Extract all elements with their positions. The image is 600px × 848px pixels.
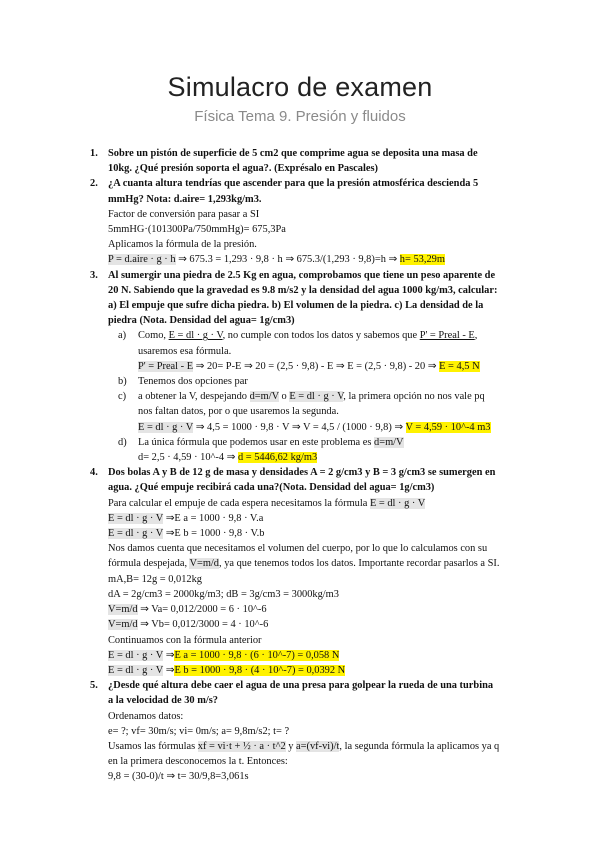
result-highlight: E = 4,5 N — [439, 360, 480, 372]
question-5 — [90, 678, 530, 708]
answer-line: 5mmHG·(101300Pa/750mmHg)= 675,3Pa — [108, 224, 286, 236]
answer-line — [108, 556, 530, 571]
answer-text: ⇒ — [163, 664, 175, 676]
answer-2 — [90, 207, 530, 268]
question-text-line: Sobre un pistón de superficie de 5 cm2 que comprime agua se deposita una masa de — [108, 148, 478, 159]
answer-line: 9,8 = (30-0)/t ⇒ t= 30/9,8=3,061s — [108, 771, 249, 783]
answer-text: ⇒ 4,5 = 1000 · 9,8 · V ⇒ V = 4,5 / (1000 · 9,8) ⇒ — [193, 421, 406, 433]
answer-text: o — [278, 391, 290, 403]
question-3 — [90, 268, 530, 329]
question-1 — [90, 146, 530, 176]
answer-3b — [90, 374, 530, 389]
page-title: Simulacro de examen — [167, 72, 433, 102]
answer-text: ⇒ 675.3 = 1,293 · 9,8 · h ⇒ 675.3/(1,293 · 9,8)=h ⇒ — [175, 254, 400, 266]
answer-line — [108, 663, 530, 678]
answer-4 — [90, 496, 530, 678]
answer-text: ⇒E a = 1000 · 9,8 · V.a — [163, 512, 264, 524]
answer-text: ⇒ — [163, 649, 175, 661]
answer-text: ⇒ Va= 0,012/2000 = 6 · 10^-6 — [137, 604, 267, 616]
answer-text: , la primera opción no nos vale pq — [343, 391, 485, 403]
answer-line: en la primera desconocemos la t. Entonces: — [108, 756, 288, 768]
question-text-line: Dos bolas A y B de 12 g de masa y densidades A = 2 g/cm3 y B = 3 g/cm3 se sumergen en — [108, 467, 496, 479]
formula-underline: E = dl · g · V — [168, 330, 223, 342]
question-text-line: 20 N. Sabiendo que la gravedad es 9.8 m/s2 y la densidad del agua 1000 kg/m3, calcular: — [108, 284, 498, 296]
formula-highlight: V=m/d — [108, 604, 138, 616]
answer-text: d= 2,5 · 4,59 · 10^-4 ⇒ — [138, 452, 238, 464]
sub-item-label: c) — [118, 391, 127, 403]
formula-underline: P' = Preal - E — [419, 330, 475, 342]
answer-line: mA,B= 12g = 0,012kg — [108, 573, 202, 585]
formula-highlight: d=m/V — [374, 436, 404, 448]
result-highlight: h= 53,29m — [399, 254, 445, 266]
formula-highlight: E = dl · g · V — [108, 664, 164, 676]
question-2 — [90, 176, 530, 206]
page-subtitle: Física Tema 9. Presión y fluidos — [194, 108, 406, 125]
answer-line — [138, 389, 530, 404]
answer-line: dA = 2g/cm3 = 2000kg/m3; dB = 3g/cm3 = 3000kg/m3 — [108, 588, 339, 600]
question-number: 3. — [90, 269, 98, 281]
question-text-line: agua. ¿Qué empuje recibirá cada una?(Nota. Densidad del agua= 1g/cm3) — [108, 482, 435, 494]
answer-text: ⇒E b = 1000 · 9,8 · V.b — [163, 528, 265, 540]
formula-highlight: V=m/d — [189, 558, 219, 570]
answer-text: ⇒ Vb= 0,012/3000 = 4 · 10^-6 — [137, 619, 269, 631]
answer-line: Continuamos con la fórmula anterior — [108, 634, 262, 646]
answer-3a — [90, 328, 530, 374]
sub-item-label: a) — [118, 330, 127, 342]
formula-highlight: xf = vi·t + ½ · a · t^2 — [197, 740, 286, 752]
answer-line — [108, 602, 530, 617]
question-text-line: ¿A cuanta altura tendrías que ascender para que la presión atmosférica descienda 5 — [108, 178, 479, 190]
question-text-line: ¿Desde qué altura debe caer el agua de una presa para golpear la rueda de una turbina — [108, 680, 494, 692]
question-text-line: a la velocidad de 30 m/s? — [108, 695, 218, 707]
answer-text: , la segunda fórmula la aplicamos ya q — [339, 740, 500, 752]
answer-line — [138, 450, 530, 465]
answer-text: y — [285, 740, 297, 752]
question-text-line: mmHg? Nota: d.aire= 1,293kg/m3. — [108, 193, 262, 205]
question-number: 2. — [90, 178, 98, 190]
formula-highlight: E = dl · g · V — [289, 391, 344, 403]
question-text-line: a) El empuje que sufre dicha piedra. b) El volumen de la piedra. c) La densidad de la — [108, 300, 484, 312]
formula-highlight: P = d.aire · g · h — [108, 254, 176, 266]
answer-line: nos faltan datos, por o que usaremos la segunda. — [138, 406, 339, 418]
answer-text: ⇒ 20= P-E ⇒ 20 = (2,5 · 9,8) - E ⇒ E = (2,5 · 9,8) - 20 ⇒ — [193, 360, 440, 372]
answer-line: e= ?; vf= 30m/s; vi= 0m/s; a= 9,8m/s2; t= ? — [108, 725, 290, 737]
formula-highlight: a=(vf-vi)/t — [296, 740, 340, 752]
formula-highlight: E = dl · g · V — [138, 421, 194, 433]
answer-line — [108, 496, 530, 511]
question-text-line: piedra (Nota. Densidad del agua= 1g/cm3) — [108, 315, 295, 327]
answer-line — [108, 252, 530, 267]
sub-item-label: d) — [118, 436, 127, 448]
answer-text: , — [474, 330, 478, 342]
answer-text: , ya que tenemos todos los datos. Importante recordar pasarlos a SI. — [219, 558, 500, 570]
result-highlight: V = 4,59 · 10^-4 m3 — [405, 421, 491, 433]
question-number: 4. — [90, 467, 98, 479]
question-number: 5. — [90, 680, 98, 692]
sub-item-label: b) — [118, 376, 127, 388]
question-4 — [90, 465, 530, 495]
formula-highlight: d=m/V — [249, 391, 279, 403]
formula-highlight: E = dl · g · V — [108, 528, 164, 540]
answer-line — [138, 420, 530, 435]
result-highlight: E b = 1000 · 9,8 · (4 · 10^-7) = 0,0392 N — [174, 664, 346, 676]
answer-line: Ordenamos datos: — [108, 710, 184, 722]
result-highlight: E a = 1000 · 9,8 · (6 · 10^-7) = 0,058 N — [174, 649, 340, 661]
answer-line — [108, 526, 530, 541]
answer-line: Tenemos dos opciones par — [138, 376, 248, 388]
answer-text: La única fórmula que podemos usar en este problema es — [138, 436, 375, 448]
answer-line: usaremos esa fórmula. — [138, 345, 232, 357]
formula-highlight: E = dl · g · V — [108, 512, 164, 524]
formula-highlight: V=m/d — [108, 619, 138, 631]
answer-3c — [90, 389, 530, 435]
answer-text: Como, — [138, 330, 169, 342]
answer-line: Factor de conversión para pasar a SI — [108, 208, 260, 220]
answer-text: a obtener la V, despejando — [138, 391, 250, 403]
result-highlight: d = 5446,62 kg/m3 — [237, 452, 318, 464]
formula-highlight: E = dl · g · V — [369, 497, 426, 509]
answer-text: fórmula despejada, — [108, 558, 190, 570]
question-text-line: 10kg. ¿Qué presión soporta el agua?. (Exprésalo en Pascales) — [108, 163, 378, 175]
answer-line — [108, 617, 530, 632]
answer-line — [108, 739, 530, 754]
question-number: 1. — [90, 148, 98, 159]
answer-5 — [90, 709, 530, 785]
answer-line — [138, 435, 530, 450]
answer-line: Aplicamos la fórmula de la presión. — [108, 239, 257, 251]
answer-line — [138, 359, 530, 374]
answer-line — [108, 648, 530, 663]
question-text-line: Al sumergir una piedra de 2.5 Kg en agua, comprobamos que tiene un peso aparente de — [108, 269, 496, 281]
answer-line — [108, 511, 530, 526]
answer-line: Nos damos cuenta que necesitamos el volumen del cuerpo, por lo que lo calculamos con su — [108, 543, 488, 555]
answer-text: , no cumple con todos los datos y sabemos que — [222, 330, 420, 342]
document-body — [90, 146, 530, 785]
answer-3d — [90, 435, 530, 465]
formula-highlight: P' = Preal - E — [138, 360, 194, 372]
answer-text: Para calcular el empuje de cada espera necesitamos la fórmula — [108, 497, 370, 509]
answer-line — [138, 328, 530, 343]
formula-highlight: E = dl · g · V — [108, 649, 164, 661]
answer-text: Usamos las fórmulas — [108, 740, 198, 752]
